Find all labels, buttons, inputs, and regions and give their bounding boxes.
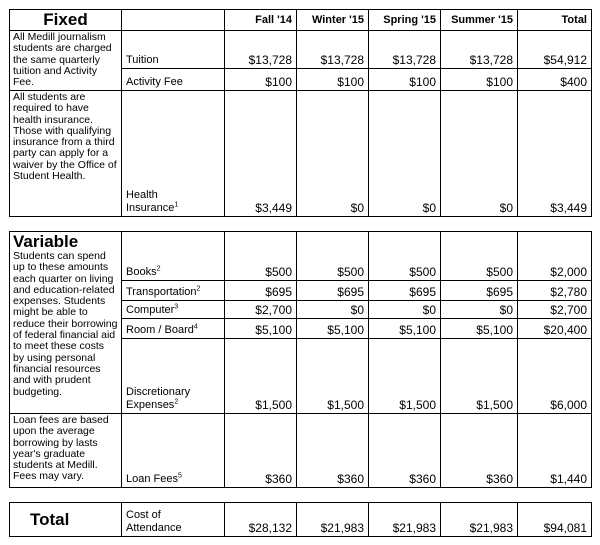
total-cost-table [9,502,592,537]
value-cell: $5,100 [441,319,518,339]
value-cell: $500 [441,232,518,281]
column-header-winter: Winter '15 [297,10,369,31]
column-header-total: Total [518,10,592,31]
row-label-transportation: Transportation$^2$ [122,281,225,301]
value-cell: $3,449 [518,91,592,217]
value-cell: $360 [225,414,297,488]
value-cell: $360 [369,414,441,488]
table-row [10,91,592,217]
value-cell: $13,728 [441,31,518,69]
value-cell: $13,728 [225,31,297,69]
value-cell: $1,500 [225,339,297,414]
value-cell: $1,500 [369,339,441,414]
value-cell: $100 [225,69,297,91]
variable-costs-table [9,231,592,488]
value-cell: $0 [297,301,369,319]
value-cell: $5,100 [369,319,441,339]
value-cell: $2,700 [518,301,592,319]
value-cell: $695 [225,281,297,301]
value-cell: $0 [297,91,369,217]
header-blank-cell [122,10,225,31]
value-cell: $2,700 [225,301,297,319]
value-cell: $400 [518,69,592,91]
value-cell: $100 [441,69,518,91]
variable-section-title: Variable [13,232,79,251]
value-cell: $500 [297,232,369,281]
value-cell: $0 [441,91,518,217]
fixed-section-title: Fixed [43,10,88,29]
value-cell: $0 [369,91,441,217]
column-header-spring: Spring '15 [369,10,441,31]
row-label-books: Books$^2$ [122,232,225,281]
value-cell: $695 [369,281,441,301]
value-cell: $54,912 [518,31,592,69]
value-cell: $695 [297,281,369,301]
value-cell: $695 [441,281,518,301]
row-label-tuition: Tuition [122,31,225,69]
total-value-cell: $28,132 [225,503,297,537]
row-label-loan-fees: Loan Fees$^5$ [122,414,225,488]
fixed-section-title-cell [10,10,122,31]
table-row [10,503,592,537]
fixed-header-row [10,10,592,31]
value-cell: $100 [297,69,369,91]
value-cell: $5,100 [297,319,369,339]
table-row [10,31,592,69]
total-value-cell: $21,983 [441,503,518,537]
value-cell: $6,000 [518,339,592,414]
variable-description-loan-fees: Loan fees are based upon the average borrowing by lasts year's graduate students at Medill. Fees may vary. [10,414,122,488]
value-cell: $1,440 [518,414,592,488]
value-cell: $100 [369,69,441,91]
value-cell: $5,100 [225,319,297,339]
value-cell: $13,728 [297,31,369,69]
value-cell: $2,000 [518,232,592,281]
row-label-computer: Computer$^3$ [122,301,225,319]
value-cell: $0 [369,301,441,319]
value-cell: $0 [441,301,518,319]
value-cell: $360 [297,414,369,488]
column-header-summer: Summer '15 [441,10,518,31]
value-cell: $3,449 [225,91,297,217]
fixed-description-health: All students are required to have health insurance. Those with qualifying insurance from a third party can apply for a waiver by the Office of Student Health. [10,91,122,217]
variable-description-text: Students can spend up to these amounts each quarter on living and education-related expenses. Students might be able to reduce their borrowing of federal financial aid to meet these costs by using personal financial resources and with prudent budgeting. [13,250,118,398]
value-cell: $1,500 [297,339,369,414]
row-label-cost-of-attendance: Cost of Attendance [122,503,225,537]
table-row [10,414,592,488]
table-row [10,232,592,281]
value-cell: $360 [441,414,518,488]
row-label-activity-fee: Activity Fee [122,69,225,91]
variable-description-living [10,232,122,414]
total-value-cell: $94,081 [518,503,592,537]
column-header-fall: Fall '14 [225,10,297,31]
fixed-costs-table [9,9,592,217]
value-cell: $1,500 [441,339,518,414]
value-cell: $500 [369,232,441,281]
value-cell: $500 [225,232,297,281]
fixed-description-tuition: All Medill journalism students are charged the same quarterly tuition and Activity Fee. [10,31,122,91]
row-label-health-insurance: Health Insurance$^1$ [122,91,225,217]
row-label-discretionary-expenses: Discretionary Expenses$^2$ [122,339,225,414]
value-cell: $2,780 [518,281,592,301]
value-cell: $13,728 [369,31,441,69]
total-value-cell: $21,983 [297,503,369,537]
row-label-room-board: Room / Board$^4$ [122,319,225,339]
total-section-title: Total [10,503,122,537]
total-value-cell: $21,983 [369,503,441,537]
value-cell: $20,400 [518,319,592,339]
